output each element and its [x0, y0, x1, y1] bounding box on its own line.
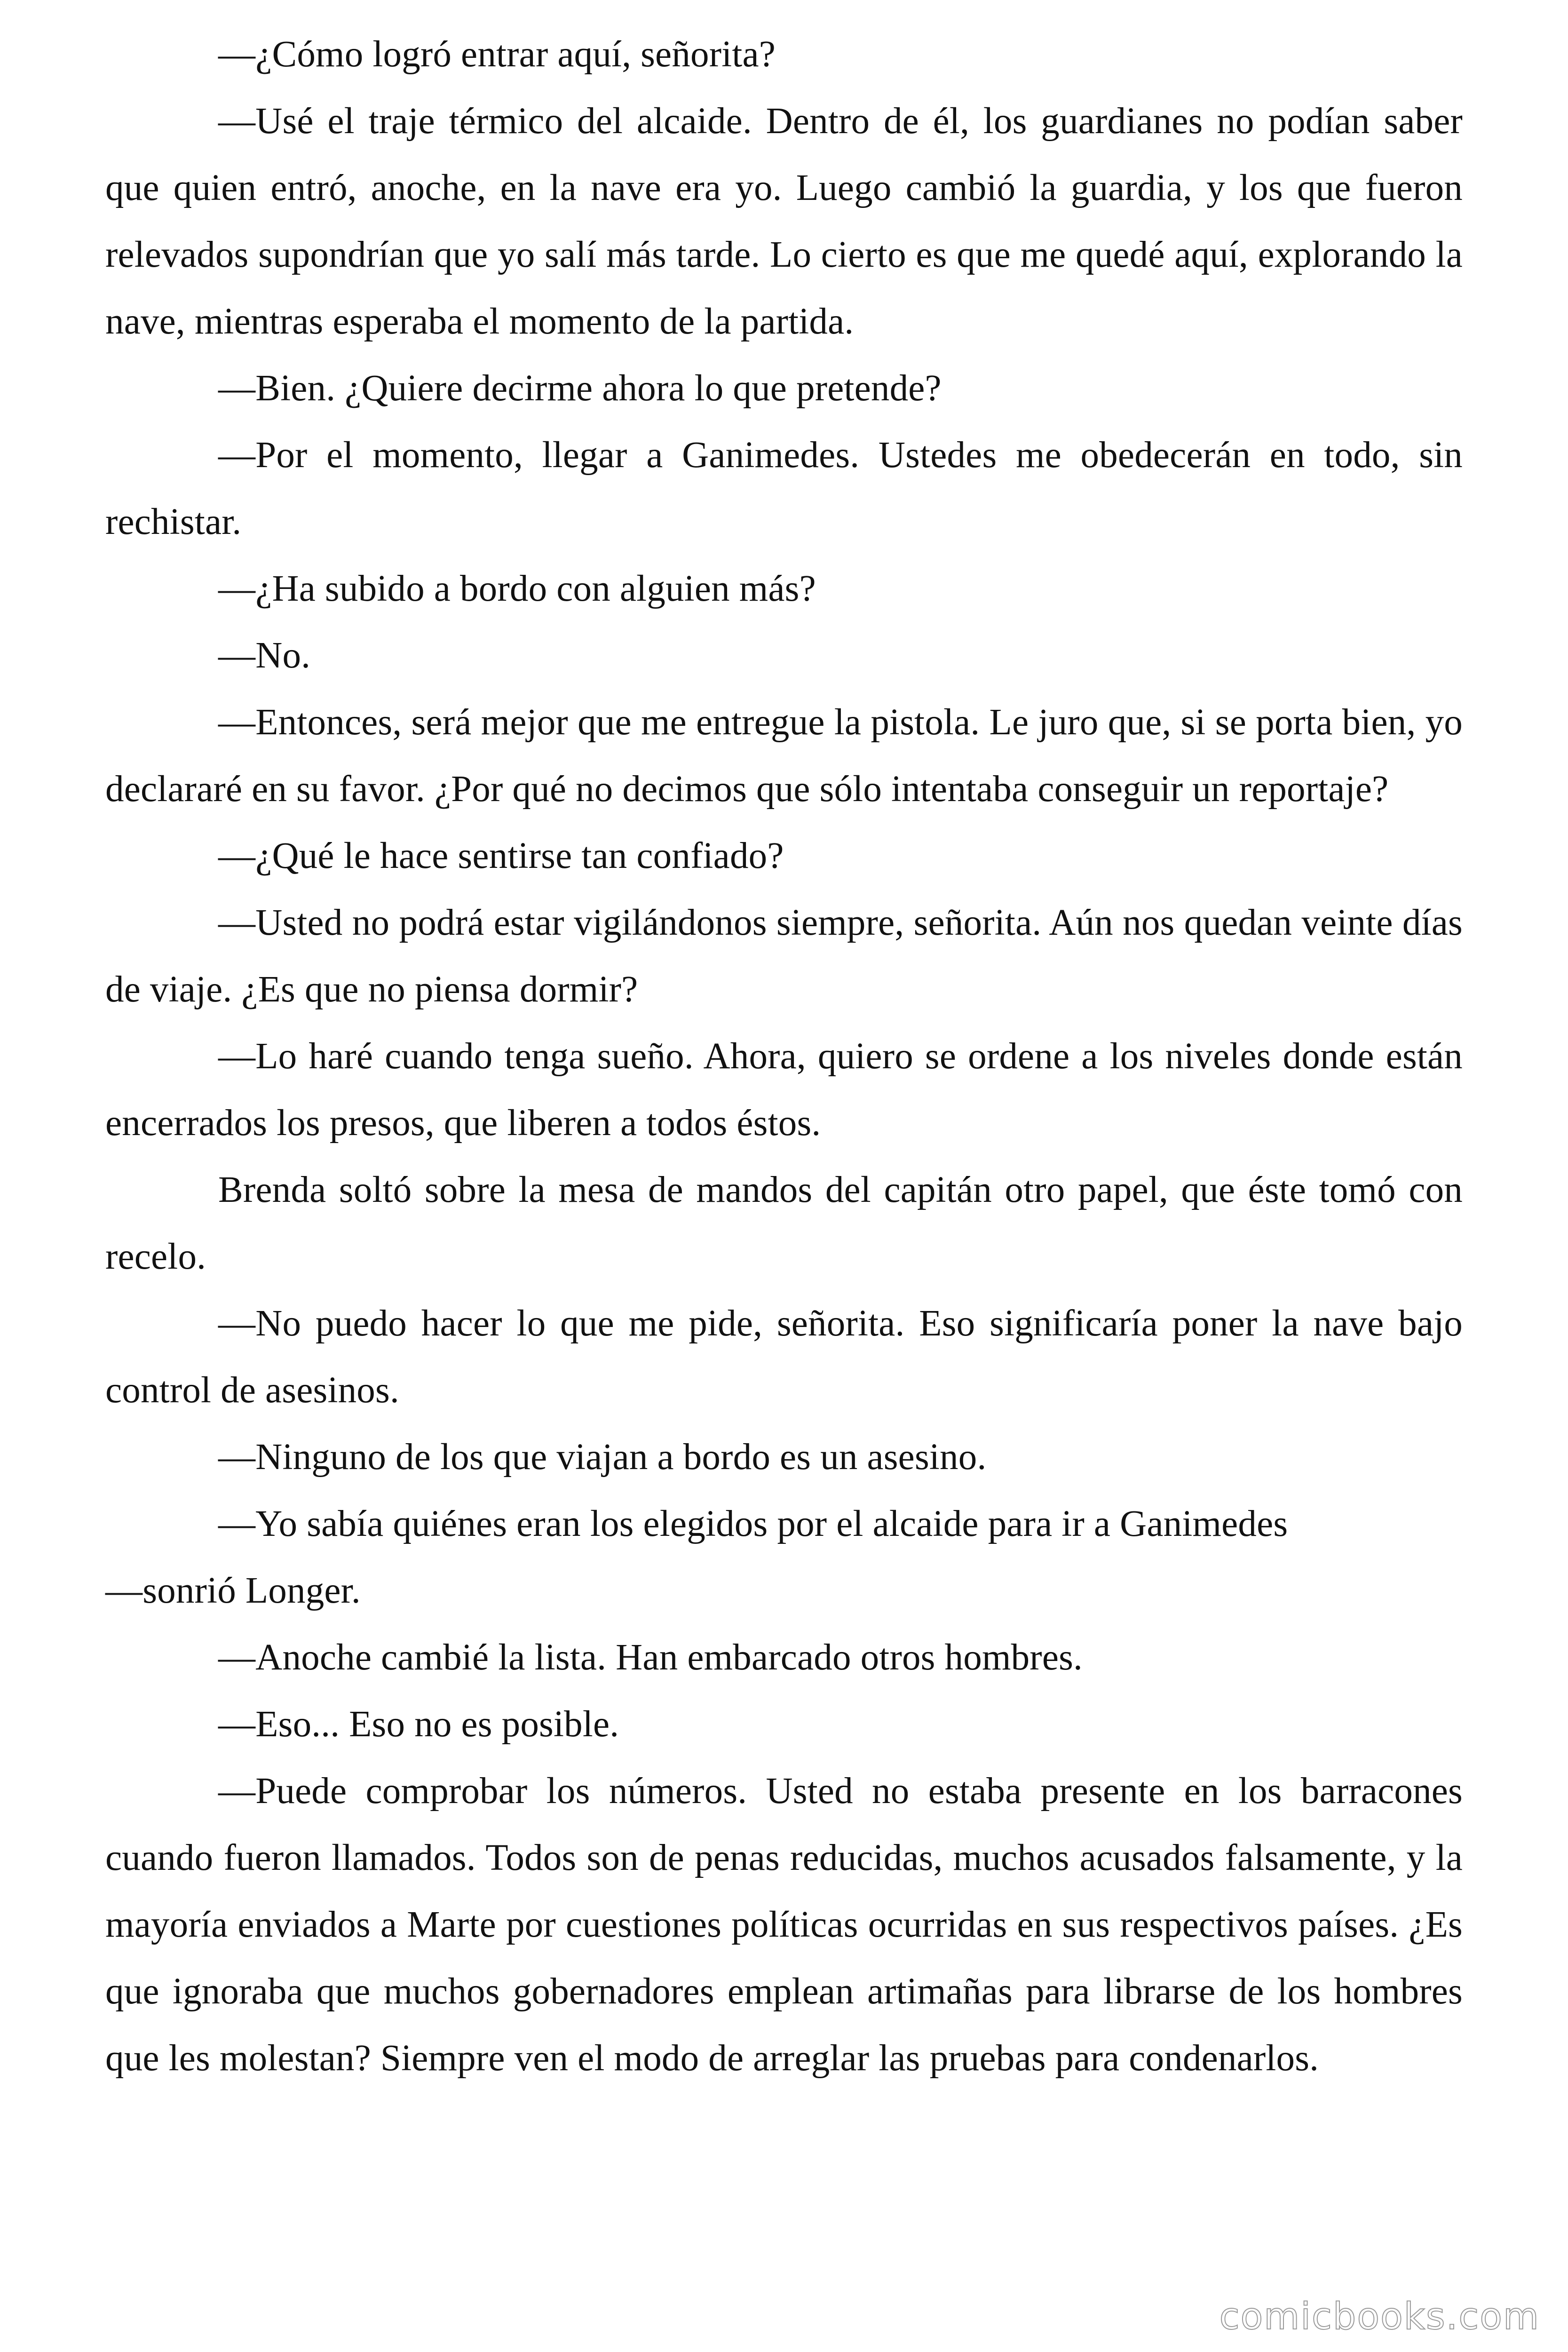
paragraph: —Eso... Eso no es posible.	[218, 1704, 619, 1745]
paragraph: —Por el momento, llegar a Ganimedes. Ustedes me obedecerán en todo, sin rechistar.	[105, 435, 1463, 542]
paragraph: —¿Cómo logró entrar aquí, señorita?	[218, 34, 776, 75]
paragraph: —Entonces, será mejor que me entregue la pistola. Le juro que, si se porta bien, yo declararé en su favor. ¿Por qué no decimos que sólo intentaba conseguir un reportaje?	[105, 702, 1463, 810]
paragraph: —No.	[218, 635, 311, 676]
paragraph: —¿Qué le hace sentirse tan confiado?	[218, 835, 784, 876]
paragraph: —Ninguno de los que viajan a bordo es un asesino.	[218, 1437, 987, 1478]
paragraph: —Usted no podrá estar vigilándonos siempre, señorita. Aún nos quedan veinte días de viaje. ¿Es que no piensa dormir?	[105, 902, 1463, 1010]
paragraph: —¿Ha subido a bordo con alguien más?	[218, 568, 816, 609]
page-text	[105, 21, 1463, 2092]
paragraph: —Usé el traje térmico del alcaide. Dentro de él, los guardianes no podían saber que quien entró, anoche, en la nave era yo. Luego cambió la guardia, y los que fueron relevados supondrían que yo salí más tarde. Lo cierto es que me quedé aquí, explorando la nave, mientras esperaba el momento de la partida.	[105, 101, 1463, 342]
paragraph: —No puedo hacer lo que me pide, señorita. Eso significaría poner la nave bajo control de asesinos.	[105, 1303, 1463, 1411]
paragraph: —Bien. ¿Quiere decirme ahora lo que pretende?	[218, 368, 942, 409]
watermark: comicbooks.com	[1219, 2296, 1540, 2338]
paragraph: —Puede comprobar los números. Usted no estaba presente en los barracones cuando fueron llamados. Todos son de penas reducidas, muchos acusados falsamente, y la mayoría enviados a Marte por cuestiones políticas ocurridas en sus respectivos países. ¿Es que ignoraba que muchos gobernadores emplean artimañas para librarse de los hombres que les molestan? Siempre ven el modo de arreglar las pruebas para condenarlos.	[105, 1771, 1463, 2079]
paragraph: —Yo sabía quiénes eran los elegidos por el alcaide para ir a Ganimedes	[218, 1503, 1288, 1544]
paragraph: Brenda soltó sobre la mesa de mandos del capitán otro papel, que éste tomó con recelo.	[105, 1169, 1463, 1277]
paragraph: —Lo haré cuando tenga sueño. Ahora, quiero se ordene a los niveles donde están encerrados los presos, que liberen a todos éstos.	[105, 1036, 1463, 1144]
paragraph: —Anoche cambié la lista. Han embarcado otros hombres.	[218, 1637, 1083, 1678]
paragraph-continuation: —sonrió Longer.	[105, 1570, 361, 1611]
